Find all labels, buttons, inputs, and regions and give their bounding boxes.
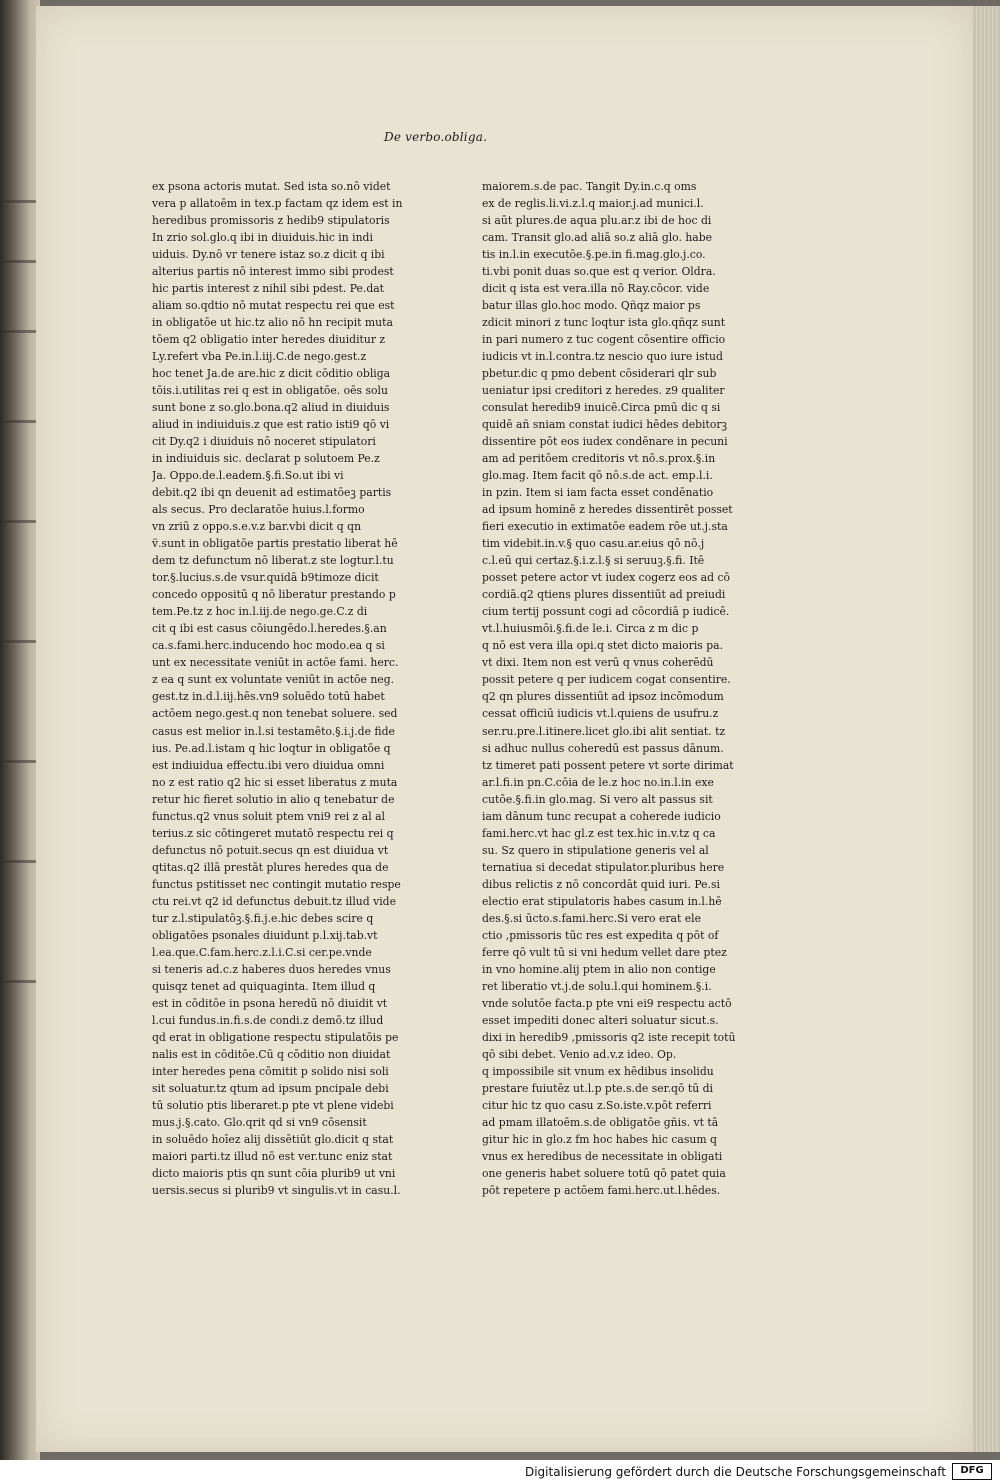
text-line: debit.q2 ibi qn deuenit ad estimatōeꝫ partis: [152, 486, 392, 500]
text-line: gest.tz in.d.l.iij.hēs.vn9 soluēdo totū habet: [152, 690, 385, 704]
text-line: uersis.secus si plurib9 vt singulis.vt in casu.l.: [152, 1183, 401, 1197]
text-line: vnus ex heredibus de necessitate in obligati: [482, 1149, 723, 1163]
text-line: tor.§.lucius.s.de vsur.quidā b9timoze dicit: [152, 571, 379, 585]
text-line: functus pstitisset nec contingit mutatio respe: [152, 877, 401, 891]
text-line: ctio ,pmissoris tūc res est expedita q pōt of: [482, 928, 719, 942]
text-line: dicit q ista est vera.illa nō Ray.cōcor. vide: [482, 282, 710, 296]
text-line: iudicis vt in.l.contra.tz nescio quo iure istud: [482, 350, 723, 364]
text-line: batur illas glo.hoc modo. Qñqz maior ps: [482, 299, 701, 313]
text-line: ius. Pe.ad.l.istam q hic loqtur in obligatōe q: [152, 741, 391, 755]
text-line: des.§.si ūcto.s.fami.herc.Si vero erat ele: [482, 911, 701, 925]
text-line: cordiā.q2 qtiens plures dissentiūt ad preiudi: [482, 588, 726, 602]
text-line: ar.l.fi.in pn.C.cōia de le.z hoc no.in.l.in exe: [482, 775, 714, 789]
text-line: cium tertij possunt cogi ad cōcordiā p iudicē.: [482, 605, 730, 619]
text-line: Ja. Oppo.de.l.eadem.§.fi.So.ut ibi vi: [152, 469, 344, 483]
text-line: glo.mag. Item facit qō nō.s.de act. emp.l.i.: [482, 469, 713, 483]
text-line: tem.Pe.tz z hoc in.l.iij.de nego.ge.C.z di: [152, 605, 368, 619]
text-line: si adhuc nullus coheredū est passus dānum.: [482, 741, 724, 755]
text-line: functus.q2 vnus soluit ptem vni9 rei z al al: [152, 809, 385, 823]
text-line: unt ex necessitate veniūt in actōe fami. herc.: [152, 656, 399, 670]
text-line: ueniatur ipsi creditori z heredes. z9 qualiter: [482, 384, 725, 398]
text-line: dibus relictis z nō concordāt quid iuri. Pe.si: [482, 877, 720, 891]
text-line: alterius partis nō interest immo sibi prodest: [152, 265, 394, 279]
text-line: ti.vbi ponit duas so.que est q verior. Oldra.: [482, 265, 716, 279]
text-line: vt.l.huiusmōi.§.fi.de le.i. Circa z m dic p: [482, 622, 699, 636]
text-line: ca.s.fami.herc.inducendo hoc modo.ea q si: [152, 639, 385, 653]
text-line: c.l.eū qui certaz.§.i.z.l.§ si seruuꝫ.§.fi. Itē: [482, 554, 705, 568]
footer-bar: [0, 1460, 1000, 1484]
text-line: retur hic fieret solutio in alio q tenebatur de: [152, 792, 395, 806]
text-line: qtitas.q2 illā prestāt plures heredes qua de: [152, 860, 389, 874]
text-line: ad pmam illatoēm.s.de obligatōe gñis. vt tā: [482, 1115, 719, 1129]
text-line: one generis habet soluere totū qō patet quia: [482, 1166, 726, 1180]
text-line: si teneris ad.c.z haberes duos heredes vnus: [152, 962, 391, 976]
text-line: maiorem.s.de pac. Tangit Dy.in.c.q oms: [482, 180, 697, 193]
text-line: consulat heredib9 inuicē.Circa pmū dic q si: [482, 401, 721, 415]
text-line: dissentire pōt eos iudex condēnare in pecuni: [482, 435, 728, 449]
text-line: tur z.l.stipulatōꝫ.§.fi.j.e.hic debes scire q: [152, 911, 374, 925]
text-line: z ea q sunt ex voluntate veniūt in actōe neg.: [152, 673, 395, 687]
text-line: zdicit minori z tunc loqtur ista glo.qñqz sunt: [482, 316, 726, 330]
text-line: q impossibile sit vnum ex hēdibus insolidu: [482, 1064, 714, 1078]
text-line: tis in.l.in executōe.§.pe.in fi.mag.glo.j.co.: [482, 248, 706, 262]
text-line: vt dixi. Item non est verū q vnus coherēdū: [482, 656, 714, 670]
text-line: ser.ru.pre.l.itinere.licet glo.ibi alit sentiat. tz: [482, 724, 726, 738]
text-line: aliud in indiuiduis.z que est ratio isti9 qō vi: [152, 418, 390, 432]
text-line: possit petere q per iudicem cogat consentire.: [482, 673, 731, 687]
text-line: sit soluatur.tz qtum ad ipsum pncipale debi: [152, 1081, 389, 1095]
text-line: vn zriū z oppo.s.e.v.z bar.vbi dicit q qn: [152, 520, 362, 534]
text-line: no z est ratio q2 hic si esset liberatus z muta: [152, 775, 398, 789]
text-line: quisqz tenet ad quiquaginta. Item illud q: [152, 979, 376, 993]
text-line: q2 qn plures dissentiūt ad ipsoz incōmodum: [482, 690, 724, 704]
text-line: defunctus nō potuit.secus qn est diuidua vt: [152, 843, 389, 857]
text-line: cam. Transit glo.ad aliā so.z aliā glo. habe: [482, 231, 713, 245]
text-line: vera p allatoēm in tex.p factam qz idem est in: [152, 197, 403, 211]
text-line: vnde solutōe facta.p pte vni ei9 respectu actō: [482, 996, 732, 1010]
text-line: si aūt plures.de aqua plu.ar.z ibi de hoc di: [482, 214, 712, 228]
left-text-column: [152, 178, 404, 1199]
text-line: actōem nego.gest.q non tenebat soluere. sed: [152, 707, 398, 721]
text-line: posset petere actor vt iudex cogerz eos ad cō: [482, 571, 731, 585]
funding-credit: Digitalisierung gefördert durch die Deutsche Forschungsgemeinschaft: [524, 1465, 946, 1479]
text-line: qd erat in obligatione respectu stipulatōis pe: [152, 1030, 399, 1044]
text-line: l.ea.que.C.fam.herc.z.l.i.C.si cer.pe.vnde: [152, 945, 372, 959]
text-line: qō sibi debet. Venio ad.v.z ideo. Op.: [482, 1047, 677, 1061]
page-stack-edge: [972, 6, 1000, 1452]
text-line: tim videbit.in.v.§ quo casu.ar.eius qō nō.j: [482, 537, 705, 551]
text-line: q nō est vera illa opi.q stet dicto maioris pa.: [482, 639, 724, 653]
text-line: cit q ibi est casus cōiungēdo.l.heredes.§.an: [152, 622, 387, 636]
running-header: De verbo.obliga.: [384, 130, 488, 144]
text-line: ferre qō vult tū si vni hedum vellet dare ptez: [482, 945, 727, 959]
text-line: maiori parti.tz illud nō est ver.tunc eniz stat: [152, 1149, 393, 1163]
text-line: tōem q2 obligatio inter heredes diuiditur z: [152, 333, 386, 347]
text-line: ṽ.sunt in obligatōe partis prestatio liberat hē: [152, 537, 398, 551]
text-line: fieri executio in extimatōe eadem rōe ut.j.sta: [482, 520, 728, 534]
text-line: tz timeret pati possent petere vt sorte dirimat: [482, 758, 734, 772]
dfg-logo: DFG: [952, 1463, 992, 1480]
text-line: prestare fuiutēz ut.l.p pte.s.de ser.qō tū di: [482, 1081, 713, 1095]
text-line: tū solutio ptis liberaret.p pte vt plene videbi: [152, 1098, 394, 1112]
text-line: nalis est in cōditōe.Cū q cōditio non diuidat: [152, 1047, 391, 1061]
text-line: dixi in heredib9 ,pmissoris q2 iste recepit totū: [482, 1030, 736, 1044]
text-line: casus est melior in.l.si testamēto.§.i.j.de fide: [152, 724, 395, 738]
text-line: pōt repetere p actōem fami.herc.ut.l.hēdes.: [482, 1183, 721, 1197]
text-line: dem tz defunctum nō liberat.z ste logtur.l.tu: [152, 554, 394, 568]
text-line: mus.j.§.cato. Glo.qrit qd si vn9 cōsensit: [152, 1115, 367, 1129]
text-line: ret liberatio vt.j.de solu.l.qui hominem.§.i.: [482, 979, 712, 993]
text-line: sunt bone z so.glo.bona.q2 aliud in diuiduis: [152, 401, 390, 415]
text-line: in pzin. Item si iam facta esset condēnatio: [482, 486, 714, 500]
text-line: ex de reglis.li.vi.z.l.q maior.j.ad munici.l.: [482, 197, 704, 211]
text-line: citur hic tz quo casu z.So.iste.v.pōt referri: [482, 1098, 712, 1112]
text-line: in vno homine.alij ptem in alio non contige: [482, 962, 716, 976]
text-line: gitur hic in glo.z fm hoc habes hic casum q: [482, 1132, 717, 1146]
text-line: ctu rei.vt q2 id defunctus debuit.tz illud vide: [152, 894, 396, 908]
text-line: esset impediti donec alteri soluatur sicut.s.: [482, 1013, 719, 1027]
text-line: In zrio sol.glo.q ibi in diuiduis.hic in indi: [152, 231, 373, 245]
text-line: obligatōes psonales diuidunt p.l.xij.tab.vt: [152, 928, 378, 942]
right-text-column: [482, 178, 754, 1199]
text-line: in pari numero z tuc cogent cōsentire officio: [482, 333, 726, 347]
text-line: terius.z sic cōtingeret mutatō respectu rei q: [152, 826, 394, 840]
text-line: est indiuidua effectu.ibi vero diuidua omni: [152, 758, 385, 772]
text-line: aliam so.qdtio nō mutat respectu rei que est: [152, 299, 395, 313]
text-line: in soluēdo hoīez alij dissētiūt glo.dicit q stat: [152, 1132, 394, 1146]
text-line: ad ipsum hominē z heredes dissentirēt posset: [482, 503, 733, 517]
text-line: fami.herc.vt hac gl.z est tex.hic in.v.tz q ca: [482, 826, 716, 840]
text-line: concedo oppositū q nō liberatur prestando p: [152, 588, 396, 602]
text-line: cutōe.§.fi.in glo.mag. Si vero alt passus sit: [482, 792, 713, 806]
text-line: uiduis. Dy.nō vr tenere istaz so.z dicit q ibi: [152, 248, 385, 262]
text-line: dicto maioris ptis qn sunt cōia plurib9 ut vni: [152, 1166, 396, 1180]
text-line: Ly.refert vba Pe.in.l.iij.C.de nego.gest.z: [152, 350, 367, 364]
text-line: ternatiua si decedat stipulator.pluribus here: [482, 860, 725, 874]
text-line: cit Dy.q2 i diuiduis nō noceret stipulatori: [152, 435, 376, 449]
text-line: pbetur.dic q pmo debent cōsiderari qlr sub: [482, 367, 717, 381]
text-line: su. Sz quero in stipulatione generis vel al: [482, 843, 709, 857]
text-line: tōis.i.utilitas rei q est in obligatōe. oēs solu: [152, 384, 388, 398]
text-line: quidē añ sniam constat iudici hēdes debitorꝫ: [482, 418, 728, 432]
adjacent-page-edge: [0, 0, 40, 1460]
text-line: am ad peritōem creditoris vt nō.s.prox.§.in: [482, 452, 716, 466]
text-line: iam dānum tunc recupat a coherede iudicio: [482, 809, 721, 823]
text-line: inter heredes pena cōmitit p solido nisi soli: [152, 1064, 389, 1078]
text-line: heredibus promissoris z hedib9 stipulatoris: [152, 214, 390, 228]
text-line: l.cui fundus.in.fi.s.de condi.z demō.tz illud: [152, 1013, 384, 1027]
text-line: est in cōditōe in psona heredū nō diuidit vt: [152, 996, 388, 1010]
text-line: in obligatōe ut hic.tz alio nō hn recipit muta: [152, 316, 393, 330]
text-line: cessat officiū iudicis vt.l.quiens de usufru.z: [482, 707, 719, 721]
text-line: ex psona actoris mutat. Sed ista so.nō videt: [152, 180, 391, 193]
text-line: als secus. Pro declaratōe huius.l.formo: [152, 503, 365, 517]
text-line: in indiuiduis sic. declarat p solutoem Pe.z: [152, 452, 380, 466]
text-line: hic partis interest z nihil sibi pdest. Pe.dat: [152, 282, 385, 296]
text-line: hoc tenet Ja.de are.hic z dicit cōditio obliga: [152, 367, 391, 381]
text-line: electio erat stipulatoris habes casum in.l.hē: [482, 894, 722, 908]
